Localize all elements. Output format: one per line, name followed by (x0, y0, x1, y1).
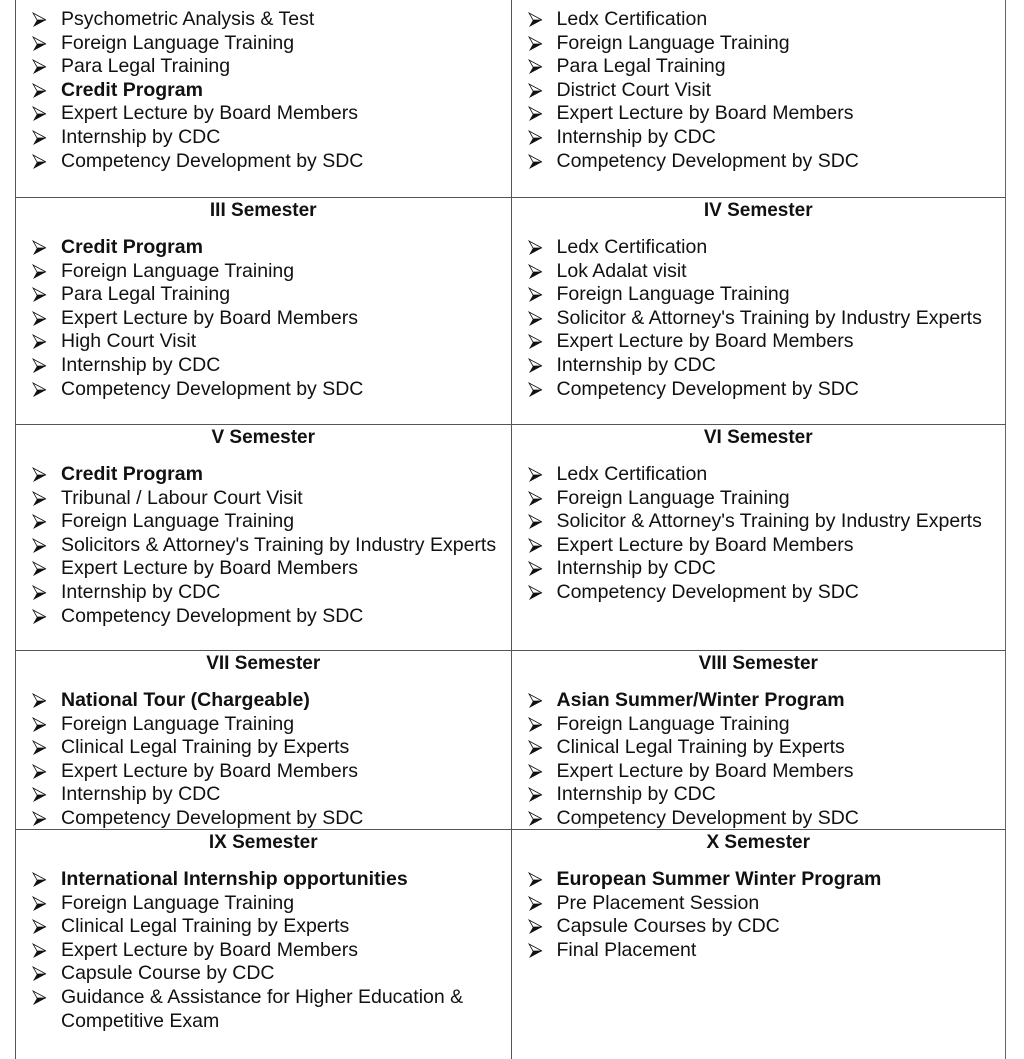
list-item (512, 892, 1006, 916)
list-item (16, 736, 511, 760)
arrowhead-bullet-icon (32, 102, 48, 126)
arrowhead-bullet-icon (32, 126, 48, 150)
arrowhead-bullet-icon (32, 307, 48, 331)
list-item-text: Final Placement (556, 938, 697, 961)
arrowhead-bullet-icon (528, 79, 544, 103)
list-item (512, 55, 1006, 79)
list-item-text: Expert Lecture by Board Members (61, 557, 358, 580)
list-item-text: Foreign Language Training (556, 486, 790, 509)
list-item (512, 463, 1006, 487)
arrowhead-bullet-icon (528, 892, 544, 916)
list-item (16, 868, 511, 892)
semester-cell (15, 425, 511, 650)
list-item-text: Capsule Course by CDC (61, 962, 275, 985)
list-item (512, 807, 1006, 831)
arrowhead-bullet-icon (32, 330, 48, 354)
list-item (16, 463, 511, 487)
list-item-text: Expert Lecture by Board Members (556, 330, 854, 353)
semester-activities-table (15, 0, 1006, 1059)
arrowhead-bullet-icon (32, 915, 48, 939)
list-item-text: Foreign Language Training (556, 31, 790, 54)
list-item-text: International Internship opportunities (61, 868, 408, 890)
arrowhead-bullet-icon (32, 236, 48, 260)
list-item (512, 307, 1006, 331)
table-row (15, 424, 1006, 650)
list-item (16, 915, 511, 939)
semester-cell (15, 651, 511, 829)
arrowhead-bullet-icon (32, 807, 48, 831)
table-row (15, 197, 1006, 424)
list-item-text: Expert Lecture by Board Members (61, 938, 358, 961)
list-item-text: Competency Development by SDC (61, 604, 364, 627)
semester-title: IX Semester (208, 832, 318, 853)
list-item (16, 689, 511, 713)
arrowhead-bullet-icon (528, 581, 544, 605)
list-item-text: Internship by CDC (61, 353, 221, 376)
semester-title: X Semester (706, 832, 810, 853)
list-item-text: Internship by CDC (61, 580, 221, 603)
list-item (512, 354, 1006, 378)
list-item-text: Internship by CDC (556, 353, 716, 376)
list-item (512, 150, 1006, 174)
arrowhead-bullet-icon (32, 260, 48, 284)
list-item-text: Competency Development by SDC (556, 580, 859, 603)
list-item (512, 713, 1006, 737)
list-item-text: Ledx Certification (556, 463, 708, 485)
arrowhead-bullet-icon (528, 557, 544, 581)
list-item-text: Internship by CDC (61, 783, 221, 806)
table-row (15, 650, 1006, 829)
list-item-text: Foreign Language Training (61, 891, 295, 914)
list-item (512, 534, 1006, 558)
list-item (16, 260, 511, 284)
list-item-text: Competency Development by SDC (61, 149, 364, 172)
list-item (512, 915, 1006, 939)
list-item (512, 330, 1006, 354)
list-item (16, 557, 511, 581)
list-item-text: Internship by CDC (556, 557, 716, 580)
list-item (16, 79, 511, 103)
list-item-text: Competency Development by SDC (61, 377, 364, 400)
arrowhead-bullet-icon (528, 32, 544, 56)
list-item-text: Expert Lecture by Board Members (556, 102, 854, 125)
list-item (512, 102, 1006, 126)
list-item (16, 760, 511, 784)
arrowhead-bullet-icon (528, 102, 544, 126)
arrowhead-bullet-icon (528, 915, 544, 939)
list-item-text: Competency Development by SDC (556, 149, 859, 172)
arrowhead-bullet-icon (32, 55, 48, 79)
list-item (16, 510, 511, 534)
list-item (16, 487, 511, 511)
list-item-text: Capsule Courses by CDC (556, 915, 780, 938)
arrowhead-bullet-icon (528, 534, 544, 558)
list-item (512, 283, 1006, 307)
arrowhead-bullet-icon (528, 260, 544, 284)
list-item-text: Foreign Language Training (556, 283, 790, 306)
semester-cell (511, 0, 1007, 197)
list-item (512, 8, 1006, 32)
arrowhead-bullet-icon (32, 378, 48, 402)
list-item-text: Foreign Language Training (61, 712, 295, 735)
arrowhead-bullet-icon (528, 8, 544, 32)
arrowhead-bullet-icon (528, 807, 544, 831)
activity-list (512, 868, 1006, 962)
list-item (512, 783, 1006, 807)
arrowhead-bullet-icon (528, 330, 544, 354)
list-item (16, 534, 511, 558)
list-item-text: Pre Placement Session (556, 891, 760, 914)
list-item (512, 236, 1006, 260)
list-item-text: Expert Lecture by Board Members (61, 306, 358, 329)
list-item (512, 736, 1006, 760)
arrowhead-bullet-icon (32, 79, 48, 103)
arrowhead-bullet-icon (32, 8, 48, 32)
list-item (16, 713, 511, 737)
semester-cell (511, 651, 1007, 829)
arrowhead-bullet-icon (528, 783, 544, 807)
list-item-text: Solicitor & Attorney's Training by Industry Experts (556, 510, 982, 533)
list-item-text: Clinical Legal Training by Experts (61, 915, 350, 938)
list-item-text: Competency Development by SDC (556, 806, 859, 829)
activity-list (512, 8, 1006, 173)
table-row (15, 0, 1006, 197)
arrowhead-bullet-icon (32, 510, 48, 534)
list-item (512, 581, 1006, 605)
list-item-text: Clinical Legal Training by Experts (556, 736, 845, 759)
arrowhead-bullet-icon (32, 534, 48, 558)
list-item-text: Credit Program (61, 78, 203, 101)
list-item-text: Solicitor & Attorney's Training by Industry Experts (556, 306, 982, 329)
arrowhead-bullet-icon (32, 868, 48, 892)
list-item (512, 126, 1006, 150)
semester-cell (15, 0, 511, 197)
list-item-text: Internship by CDC (556, 125, 716, 148)
list-item (16, 892, 511, 916)
arrowhead-bullet-icon (32, 962, 48, 986)
list-item-text: Expert Lecture by Board Members (61, 759, 358, 782)
semester-title: IV Semester (703, 200, 813, 221)
list-item-text: European Summer Winter Program (556, 868, 882, 890)
semester-title: III Semester (209, 200, 317, 221)
arrowhead-bullet-icon (32, 760, 48, 784)
arrowhead-bullet-icon (528, 487, 544, 511)
list-item (16, 581, 511, 605)
list-item (16, 283, 511, 307)
list-item (16, 150, 511, 174)
list-item (16, 330, 511, 354)
list-item-text: High Court Visit (61, 330, 197, 353)
list-item (16, 354, 511, 378)
activity-list (16, 8, 511, 173)
arrowhead-bullet-icon (32, 487, 48, 511)
arrowhead-bullet-icon (32, 283, 48, 307)
arrowhead-bullet-icon (32, 581, 48, 605)
list-item (512, 510, 1006, 534)
list-item (512, 260, 1006, 284)
list-item (16, 783, 511, 807)
list-item-text: Para Legal Training (61, 283, 231, 306)
list-item (512, 689, 1006, 713)
list-item-text: Solicitors & Attorney's Training by Industry Experts (61, 533, 497, 556)
list-item (16, 605, 511, 629)
arrowhead-bullet-icon (32, 892, 48, 916)
list-item (16, 986, 511, 1033)
arrowhead-bullet-icon (32, 689, 48, 713)
arrowhead-bullet-icon (32, 783, 48, 807)
list-item (512, 79, 1006, 103)
arrowhead-bullet-icon (32, 32, 48, 56)
arrowhead-bullet-icon (32, 354, 48, 378)
list-item (16, 962, 511, 986)
list-item (16, 236, 511, 260)
list-item-text: Internship by CDC (556, 783, 716, 806)
activity-list (16, 463, 511, 628)
semester-cell (511, 830, 1007, 1059)
table-row (15, 829, 1006, 1059)
semester-cell (15, 830, 511, 1059)
arrowhead-bullet-icon (528, 713, 544, 737)
list-item-text: Para Legal Training (556, 55, 726, 78)
activity-list (16, 236, 511, 401)
list-item-text: Expert Lecture by Board Members (61, 102, 358, 125)
activity-list (512, 236, 1006, 401)
list-item-text: District Court Visit (556, 78, 712, 101)
activity-list (512, 689, 1006, 831)
semester-title: VI Semester (703, 427, 813, 448)
list-item-text: Asian Summer/Winter Program (556, 689, 845, 711)
list-item (512, 557, 1006, 581)
semester-title: VIII Semester (698, 653, 818, 674)
list-item-text: Lok Adalat visit (556, 259, 687, 282)
list-item-text: Ledx Certification (556, 236, 708, 258)
list-item-text: Foreign Language Training (61, 259, 295, 282)
list-item-text: Foreign Language Training (556, 712, 790, 735)
arrowhead-bullet-icon (528, 760, 544, 784)
arrowhead-bullet-icon (528, 283, 544, 307)
list-item-text: Psychometric Analysis & Test (61, 8, 315, 30)
list-item (16, 102, 511, 126)
arrowhead-bullet-icon (528, 868, 544, 892)
list-item (16, 807, 511, 831)
arrowhead-bullet-icon (528, 126, 544, 150)
list-item-text: Competency Development by SDC (556, 377, 859, 400)
list-item (512, 760, 1006, 784)
list-item-text: Expert Lecture by Board Members (556, 759, 854, 782)
list-item (16, 939, 511, 963)
arrowhead-bullet-icon (528, 463, 544, 487)
semester-title: VII Semester (206, 653, 321, 674)
list-item-text: National Tour (Chargeable) (61, 689, 310, 711)
list-item (16, 55, 511, 79)
list-item (512, 487, 1006, 511)
arrowhead-bullet-icon (32, 557, 48, 581)
arrowhead-bullet-icon (32, 463, 48, 487)
arrowhead-bullet-icon (32, 150, 48, 174)
arrowhead-bullet-icon (32, 986, 48, 1010)
arrowhead-bullet-icon (528, 378, 544, 402)
list-item-text: Foreign Language Training (61, 31, 295, 54)
arrowhead-bullet-icon (528, 307, 544, 331)
list-item-text: Tribunal / Labour Court Visit (61, 486, 303, 509)
list-item-text: Internship by CDC (61, 125, 221, 148)
list-item (16, 126, 511, 150)
arrowhead-bullet-icon (32, 939, 48, 963)
arrowhead-bullet-icon (32, 605, 48, 629)
activity-list (16, 868, 511, 1033)
list-item (16, 32, 511, 56)
list-item (16, 307, 511, 331)
activity-list (16, 689, 511, 831)
list-item-text: Credit Program (61, 463, 203, 485)
semester-cell (511, 425, 1007, 650)
list-item-text: Foreign Language Training (61, 510, 295, 533)
arrowhead-bullet-icon (32, 736, 48, 760)
arrowhead-bullet-icon (528, 939, 544, 963)
list-item (512, 32, 1006, 56)
list-item (16, 378, 511, 402)
semester-cell (511, 198, 1007, 424)
arrowhead-bullet-icon (32, 713, 48, 737)
arrowhead-bullet-icon (528, 55, 544, 79)
activity-list (512, 463, 1006, 605)
list-item-text: Guidance & Assistance for Higher Education & Competitive Exam (61, 985, 464, 1032)
list-item (512, 939, 1006, 963)
arrowhead-bullet-icon (528, 150, 544, 174)
arrowhead-bullet-icon (528, 736, 544, 760)
list-item-text: Competency Development by SDC (61, 806, 364, 829)
arrowhead-bullet-icon (528, 354, 544, 378)
list-item-text: Expert Lecture by Board Members (556, 533, 854, 556)
arrowhead-bullet-icon (528, 689, 544, 713)
semester-title: V Semester (211, 427, 315, 448)
list-item-text: Ledx Certification (556, 8, 708, 30)
semester-cell (15, 198, 511, 424)
list-item-text: Credit Program (61, 236, 203, 258)
list-item (512, 868, 1006, 892)
arrowhead-bullet-icon (528, 236, 544, 260)
list-item (512, 378, 1006, 402)
list-item-text: Clinical Legal Training by Experts (61, 736, 350, 759)
arrowhead-bullet-icon (528, 510, 544, 534)
list-item-text: Para Legal Training (61, 55, 231, 78)
list-item (16, 8, 511, 32)
